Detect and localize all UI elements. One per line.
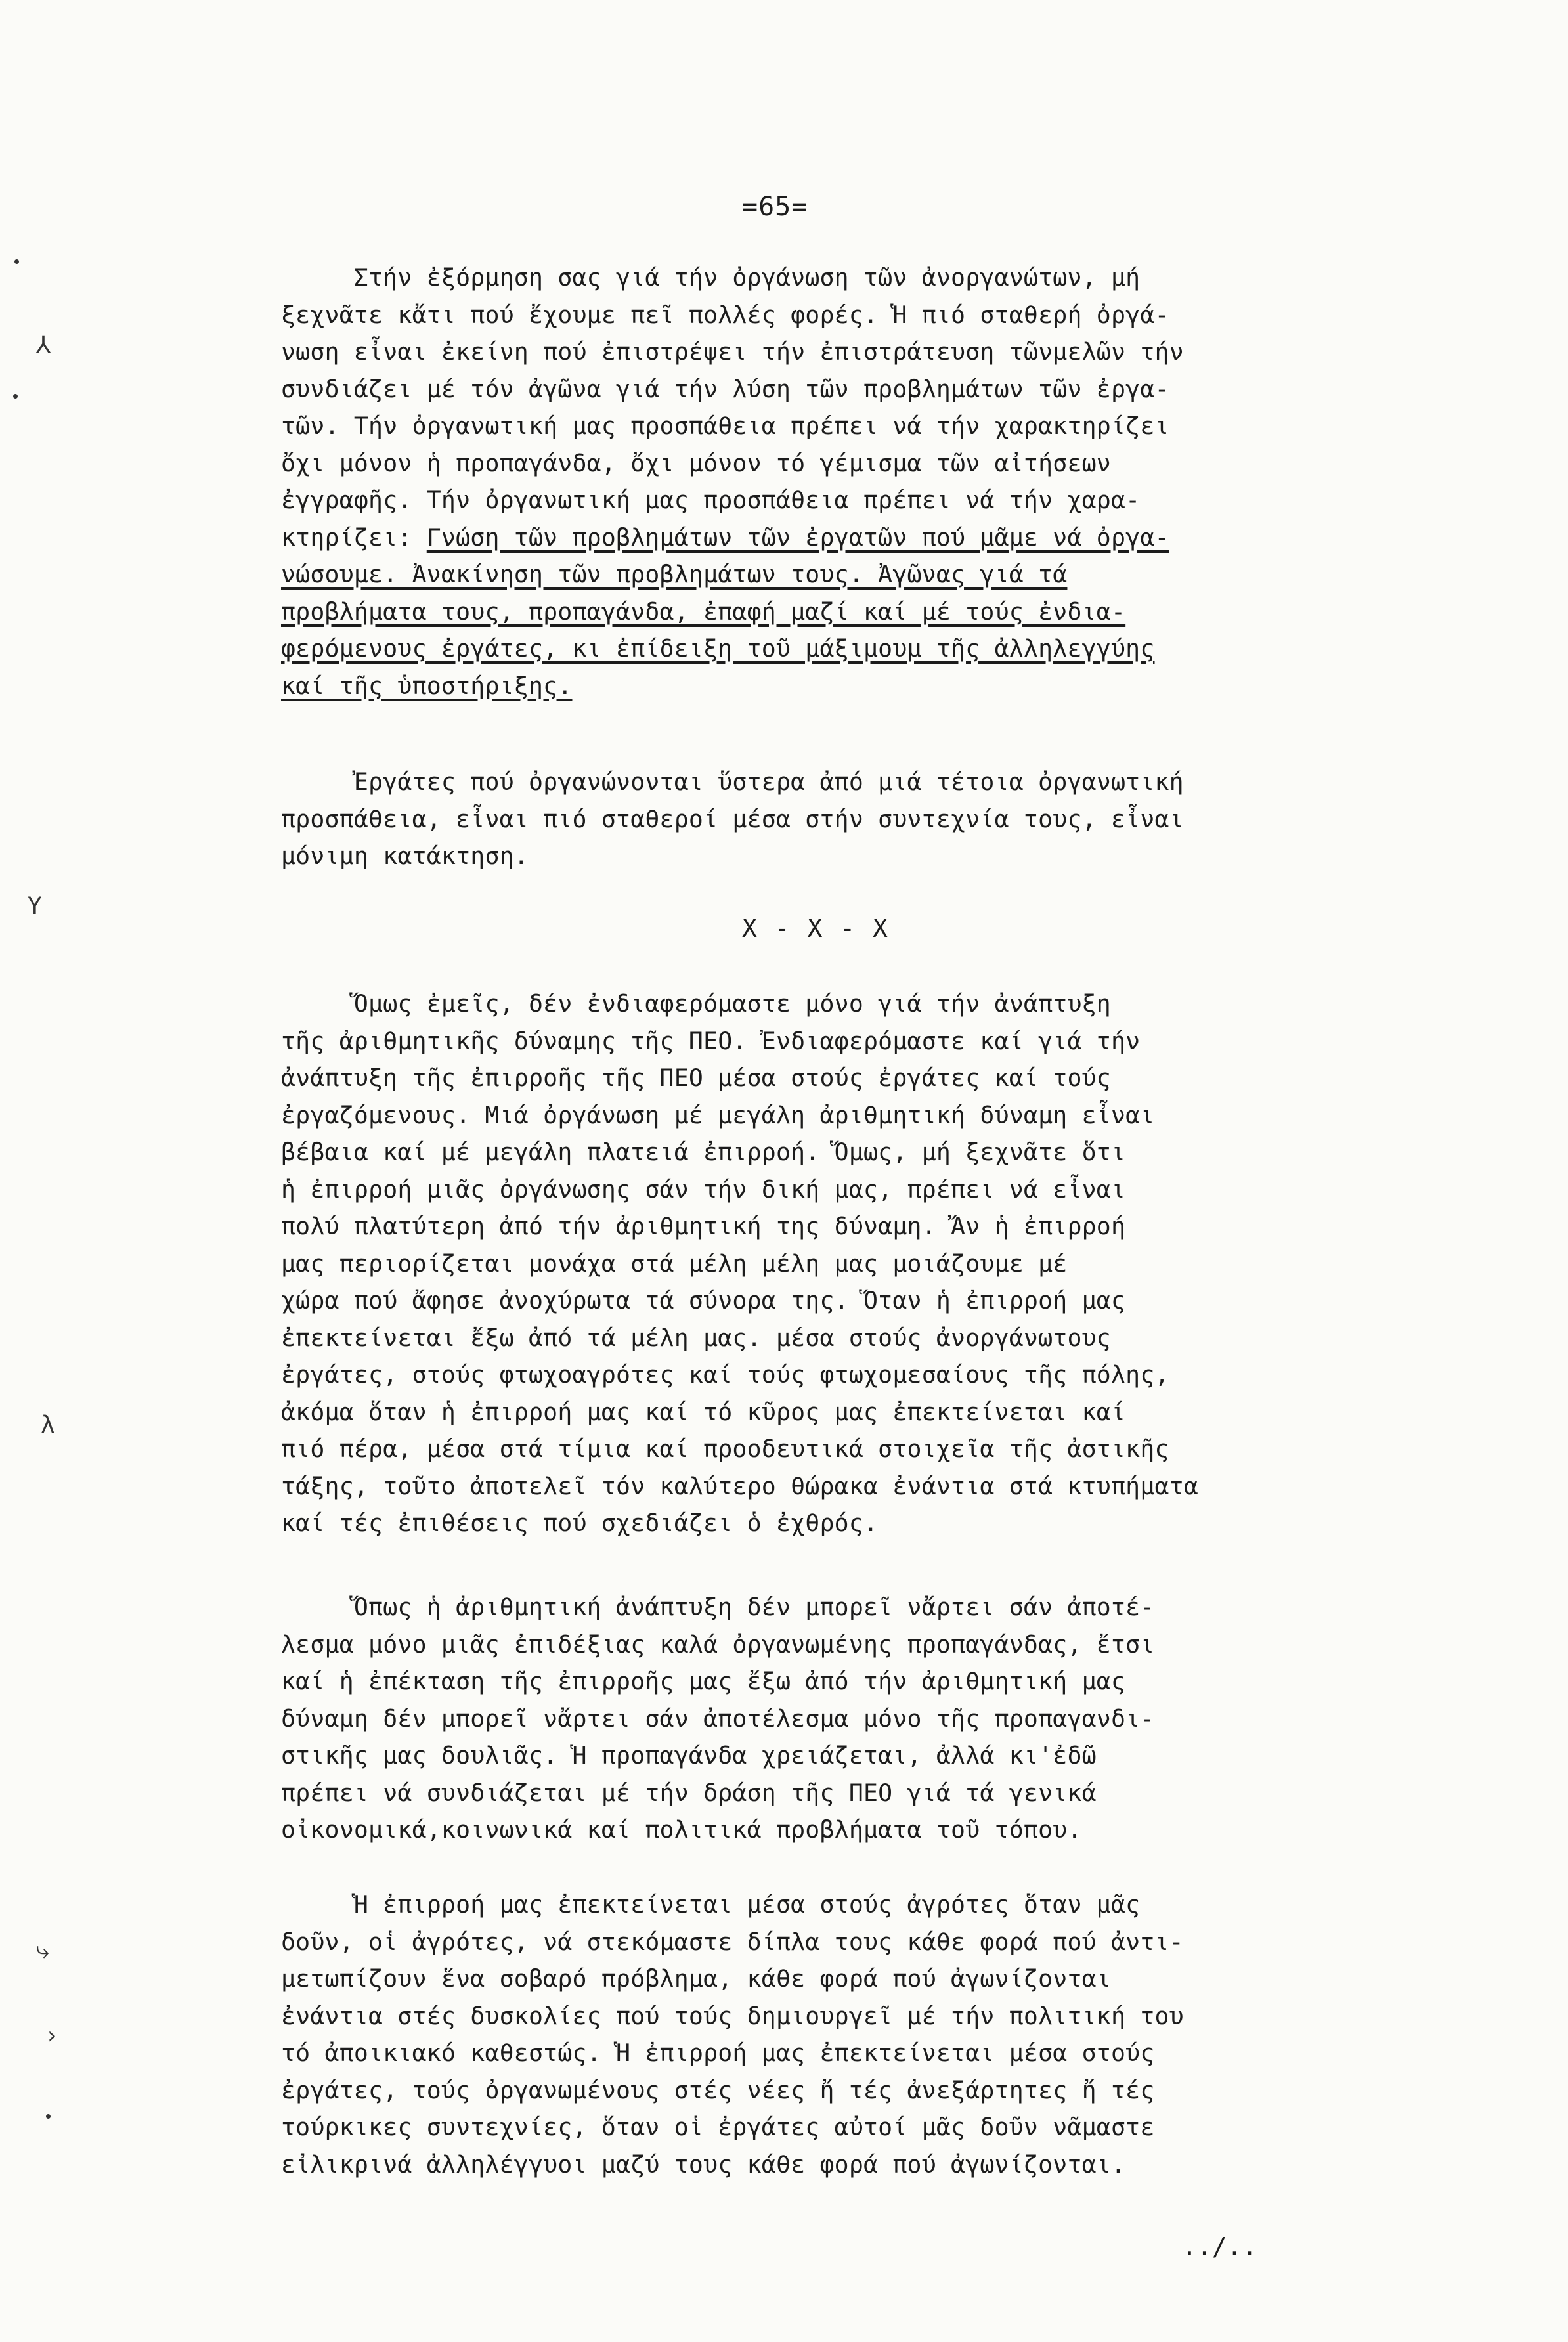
margin-dot (14, 259, 19, 264)
text-line: ἐνάντια στές δυσκολίες πού τούς δημιουργεῖ μέ τήν πολιτική του (281, 2001, 1184, 2030)
text-line (281, 482, 1515, 519)
text-segment: τῶν. Τήν ὀργανωτική μας προσπάθεια πρέπει νά τήν χαρακτηρίζει (281, 412, 1169, 440)
text-line (281, 630, 1515, 668)
text-line: δοῦν, οἱ ἀγρότες, νά στεκόμαστε δίπλα τους κάθε φορά πού ἀντι- (281, 1927, 1184, 1956)
underlined-text: φερόμενους ἐργάτες, κι ἐπίδειξη τοῦ μάξιμουμ τῆς ἀλληλεγγύης (281, 634, 1155, 662)
text-line (281, 408, 1515, 445)
margin-dot (46, 2114, 51, 2119)
text-line: οἰκονομικά,κοινωνικά καί πολιτικά προβλήματα τοῦ τόπου. (281, 1815, 1082, 1844)
underlined-text: προβλήματα τους, προπαγάνδα, ἐπαφή μαζί καί μέ τούς ἐνδια- (281, 597, 1126, 626)
text-line: τῆς ἀριθμητικῆς δύναμης τῆς ΠΕΟ. Ἐνδιαφερόμαστε καί γιά τήν (281, 1026, 1141, 1055)
text-segment: συνδιάζει μέ τόν ἀγῶνα γιά τήν λύση τῶν προβλημάτων τῶν ἐργα- (281, 374, 1169, 403)
text-line: χώρα πού ἄφησε ἀνοχύρωτα τά σύνορα της. Ὅταν ἡ ἐπιρροή μας (281, 1286, 1126, 1314)
underlined-text: νώσουμε. Ἀνακίνηση τῶν προβλημάτων τους. Ἀγῶνας γιά τά (281, 560, 1068, 588)
page-number: =65= (742, 192, 808, 222)
text-line: ἐργαζόμενους. Μιά ὀργάνωση μέ μεγάλη ἀριθμητική δύναμη εἶναι (281, 1100, 1155, 1129)
text-line: προσπάθεια, εἶναι πιό σταθεροί μέσα στήν συντεχνία τους, εἶναι (281, 804, 1184, 833)
margin-dot (13, 394, 18, 399)
text-line (281, 445, 1515, 483)
text-line: λεσμα μόνο μιᾶς ἐπιδέξιας καλά ὀργανωμένης προπαγάνδας, ἔτσι (281, 1630, 1155, 1659)
text-line (281, 371, 1515, 408)
text-line: ἀκόμα ὅταν ἡ ἐπιρροή μας καί τό κῦρος μας ἐπεκτείνεται καί (281, 1397, 1126, 1426)
text-line: ἐργάτες, τούς ὀργανωμένους στές νέες ἤ τές ἀνεξάρτητες ἤ τές (281, 2075, 1155, 2104)
text-line: ἐργάτες, στούς φτωχοαγρότες καί τούς φτωχομεσαίους τῆς πόλης, (281, 1360, 1169, 1389)
text-segment: ξεχνᾶτε κἄτι πού ἔχουμε πεῖ πολλές φορές. Ἡ πιό σταθερή ὀργά- (281, 300, 1169, 329)
text-line (281, 556, 1515, 594)
text-line: Ὅπως ἡ ἀριθμητική ἀνάπτυξη δέν μπορεῖ νἄρτει σάν ἀποτέ- (281, 1593, 1155, 1621)
text-line: ἐπεκτείνεται ἔξω ἀπό τά μέλη μας. μέσα στούς ἀνοργάνωτους (281, 1323, 1111, 1352)
text-line: καί τές ἐπιθέσεις πού σχεδιάζει ὁ ἐχθρός. (281, 1509, 879, 1537)
text-line: Ὅμως ἐμεῖς, δέν ἐνδιαφερόμαστε μόνο γιά τήν ἀνάπτυξη (281, 989, 1111, 1018)
section-separator: X - X - X (742, 914, 889, 943)
paragraph-4 (281, 1589, 1515, 1849)
continuation-mark: ../.. (1182, 2232, 1257, 2261)
text-line: πολύ πλατύτερη ἀπό τήν ἀριθμητική της δύναμη. Ἄν ἡ ἐπιρροή (281, 1212, 1126, 1240)
text-segment: κτηρίζει: (281, 523, 427, 552)
underlined-text: Γνώση τῶν προβλημάτων τῶν ἐργατῶν πού μᾶμε νά ὀργα- (426, 523, 1169, 552)
text-line: τούρκικες συντεχνίες, ὅταν οἱ ἐργάτες αὐτοί μᾶς δοῦν νᾶμαστε (281, 2113, 1155, 2141)
margin-mark: ⤷ (36, 1937, 50, 1964)
text-line: Ἐργάτες πού ὀργανώνονται ὕστερα ἀπό μιά τέτοια ὀργανωτική (281, 768, 1184, 796)
text-line (281, 668, 1515, 705)
text-line: μας περιορίζεται μονάχα στά μέλη μέλη μας μοιάζουμε μέ (281, 1249, 1068, 1278)
text-line (281, 259, 1515, 297)
text-line: εἰλικρινά ἀλληλέγγυοι μαζύ τους κάθε φορά πού ἀγωνίζονται. (281, 2150, 1126, 2179)
text-line: μόνιμη κατάκτηση. (281, 842, 529, 870)
paragraph-1 (281, 259, 1515, 705)
text-line: ἡ ἐπιρροή μιᾶς ὀργάνωσης σάν τήν δική μας, πρέπει νά εἶναι (281, 1175, 1126, 1204)
margin-mark: ⅄ (36, 332, 51, 358)
text-line (281, 297, 1515, 334)
text-line: καί ἡ ἐπέκταση τῆς ἐπιρροῆς μας ἔξω ἀπό τήν ἀριθμητική μας (281, 1667, 1126, 1695)
text-line (281, 519, 1515, 557)
text-line (281, 334, 1515, 371)
text-line: πρέπει νά συνδιάζεται μέ τήν δράση τῆς ΠΕΟ γιά τά γενικά (281, 1778, 1097, 1807)
text-line: τάξης, τοῦτο ἀποτελεῖ τόν καλύτερο θώρακα ἐνάντια στά κτυπήματα (281, 1471, 1199, 1500)
text-segment: νωση εἶναι ἐκείνη πού ἐπιστρέψει τήν ἐπιστράτευση τῶνμελῶν τήν (281, 337, 1184, 366)
text-line: δύναμη δέν μπορεῖ νἄρτει σάν ἀποτέλεσμα μόνο τῆς προπαγανδι- (281, 1704, 1155, 1733)
text-line: πιό πέρα, μέσα στά τίμια καί προοδευτικά στοιχεῖα τῆς ἀστικῆς (281, 1435, 1169, 1463)
underlined-text: καί τῆς ὑποστήριξης. (281, 671, 573, 700)
paragraph-5 (281, 1886, 1515, 2183)
text-segment: Στήν ἐξόρμηση σας γιά τήν ὀργάνωση τῶν ἀνοργανώτων, μή (281, 263, 1141, 292)
text-line: μετωπίζουν ἕνα σοβαρό πρόβλημα, κάθε φορά πού ἀγωνίζονται (281, 1964, 1111, 1993)
text-segment: ὄχι μόνον ἡ προπαγάνδα, ὄχι μόνον τό γέμισμα τῶν αἰτήσεων (281, 448, 1111, 477)
text-line: ἀνάπτυξη τῆς ἐπιρροῆς τῆς ΠΕΟ μέσα στούς ἐργάτες καί τούς (281, 1064, 1111, 1092)
paragraph-3 (281, 986, 1515, 1542)
margin-mark: › (45, 2022, 59, 2049)
text-line: Ἡ ἐπιρροή μας ἐπεκτείνεται μέσα στούς ἀγρότες ὅταν μᾶς (281, 1890, 1141, 1919)
margin-mark: Υ (28, 893, 42, 920)
paragraph-2 (281, 764, 1515, 875)
text-line: τό ἀποικιακό καθεστώς. Ἡ ἐπιρροή μας ἐπεκτείνεται μέσα στούς (281, 2039, 1155, 2067)
text-line: βέβαια καί μέ μεγάλη πλατειά ἐπιρροή. Ὅμως, μή ξεχνᾶτε ὅτι (281, 1138, 1126, 1166)
text-segment: ἐγγραφῆς. Τήν ὀργανωτική μας προσπάθεια πρέπει νά τήν χαρα- (281, 486, 1141, 514)
text-line: στικῆς μας δουλιᾶς. Ἡ προπαγάνδα χρειάζεται, ἀλλά κι'ἐδῶ (281, 1741, 1097, 1769)
text-line (281, 594, 1515, 631)
margin-mark: λ (41, 1412, 55, 1439)
